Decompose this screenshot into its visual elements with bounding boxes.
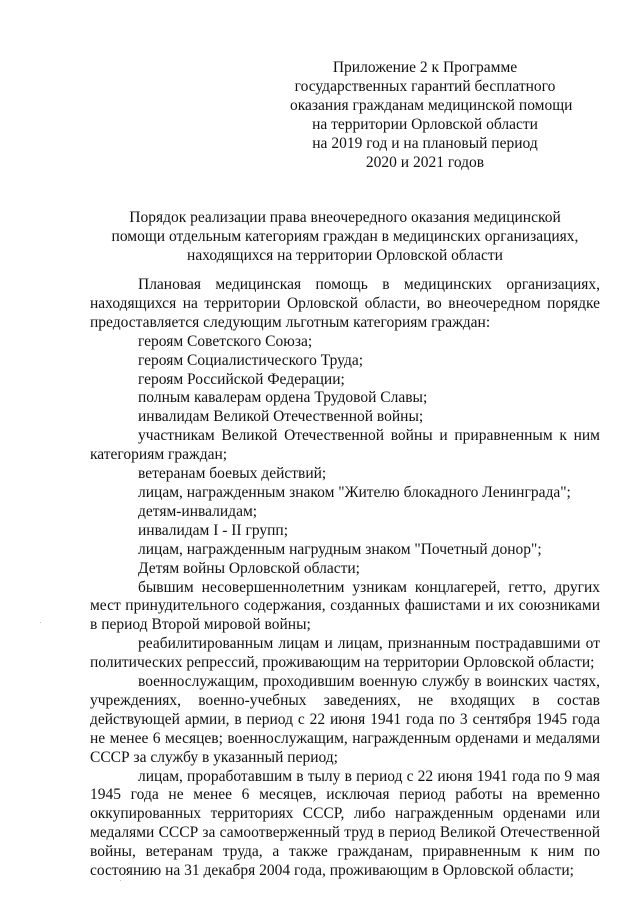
title-line: находящихся на территории Орловской области xyxy=(187,247,503,264)
scan-speck xyxy=(120,880,121,881)
appendix-line: Приложение 2 к Программе xyxy=(332,59,518,76)
list-item: ветеранам боевых действий; xyxy=(138,465,327,483)
appendix-line: 2020 и 2021 годов xyxy=(365,154,485,171)
list-item: бывшим несовершеннолетним узникам концлагерей, гетто, других мест принудительного содержания, созданных фашистами и их союзниками в период Второй мировой войны; xyxy=(90,578,600,634)
appendix-line: государственных гарантий бесплатного xyxy=(294,78,556,95)
scan-speck xyxy=(40,622,41,623)
list-item: полным кавалерам ордена Трудовой Славы; xyxy=(138,389,428,407)
list-item: детям-инвалидам; xyxy=(138,502,258,520)
appendix-line: оказания гражданам медицинской помощи xyxy=(290,97,573,114)
list-item: участникам Великой Отечественной войны и приравненным к ним категориям граждан; xyxy=(90,427,600,464)
title-line: помощи отдельным категориям граждан в медицинских организациях, xyxy=(111,228,579,245)
list-item: героям Российской Федерации; xyxy=(138,370,345,388)
intro-paragraph: Плановая медицинская помощь в медицинских организациях, находящихся на территории Орловской области, во внеочередном порядке предоставляется следующим льготным категориям граждан: xyxy=(90,276,600,331)
list-item: лицам, проработавшим в тылу в период с 22 июня 1941 года по 9 мая 1945 года не менее 6 месяцев, исключая период работы на временно оккупированных территориях СССР, либо награжденным орденами или медалями СССР за самоотверженный труд в период Великой Отечественной войны, ветеранам труда, а также гражданам, приравненным к ним по состоянию на 31 декабря 2004 года, проживающим в Орловской области; xyxy=(90,767,600,880)
appendix-header xyxy=(290,58,573,172)
document-body xyxy=(90,276,600,881)
list-item: лицам, награжденным нагрудным знаком "Почетный донор"; xyxy=(138,540,542,558)
list-item: героям Социалистического Труда; xyxy=(138,351,364,369)
list-item: инвалидам I - II групп; xyxy=(138,521,289,539)
appendix-line: на территории Орловской области xyxy=(312,116,538,133)
list-item: инвалидам Великой Отечественной войны; xyxy=(138,408,424,426)
list-item: военнослужащим, проходившим военную службу в воинских частях, учреждениях, военно-учебных заведениях, не входящих в состав действующей армии, в период с 22 июня 1941 года по 3 сентября 1945 года не менее 6 месяцев; военнослужащим, награжденным орденами и медалями СССР за службу в указанный период; xyxy=(90,673,600,766)
title-line: Порядок реализации права внеочередного оказания медицинской xyxy=(129,209,561,226)
appendix-line: на 2019 год и на плановый период xyxy=(312,135,538,152)
document-title xyxy=(100,208,590,265)
list-item: героям Советского Союза; xyxy=(138,332,313,350)
list-item: лицам, награжденным знаком "Жителю блокадного Ленинграда"; xyxy=(138,483,571,501)
list-item: реабилитированным лицам и лицам, признанным пострадавшими от политических репрессий, проживающим на территории Орловской области; xyxy=(90,635,600,672)
list-item: Детям войны Орловской области; xyxy=(138,559,360,577)
